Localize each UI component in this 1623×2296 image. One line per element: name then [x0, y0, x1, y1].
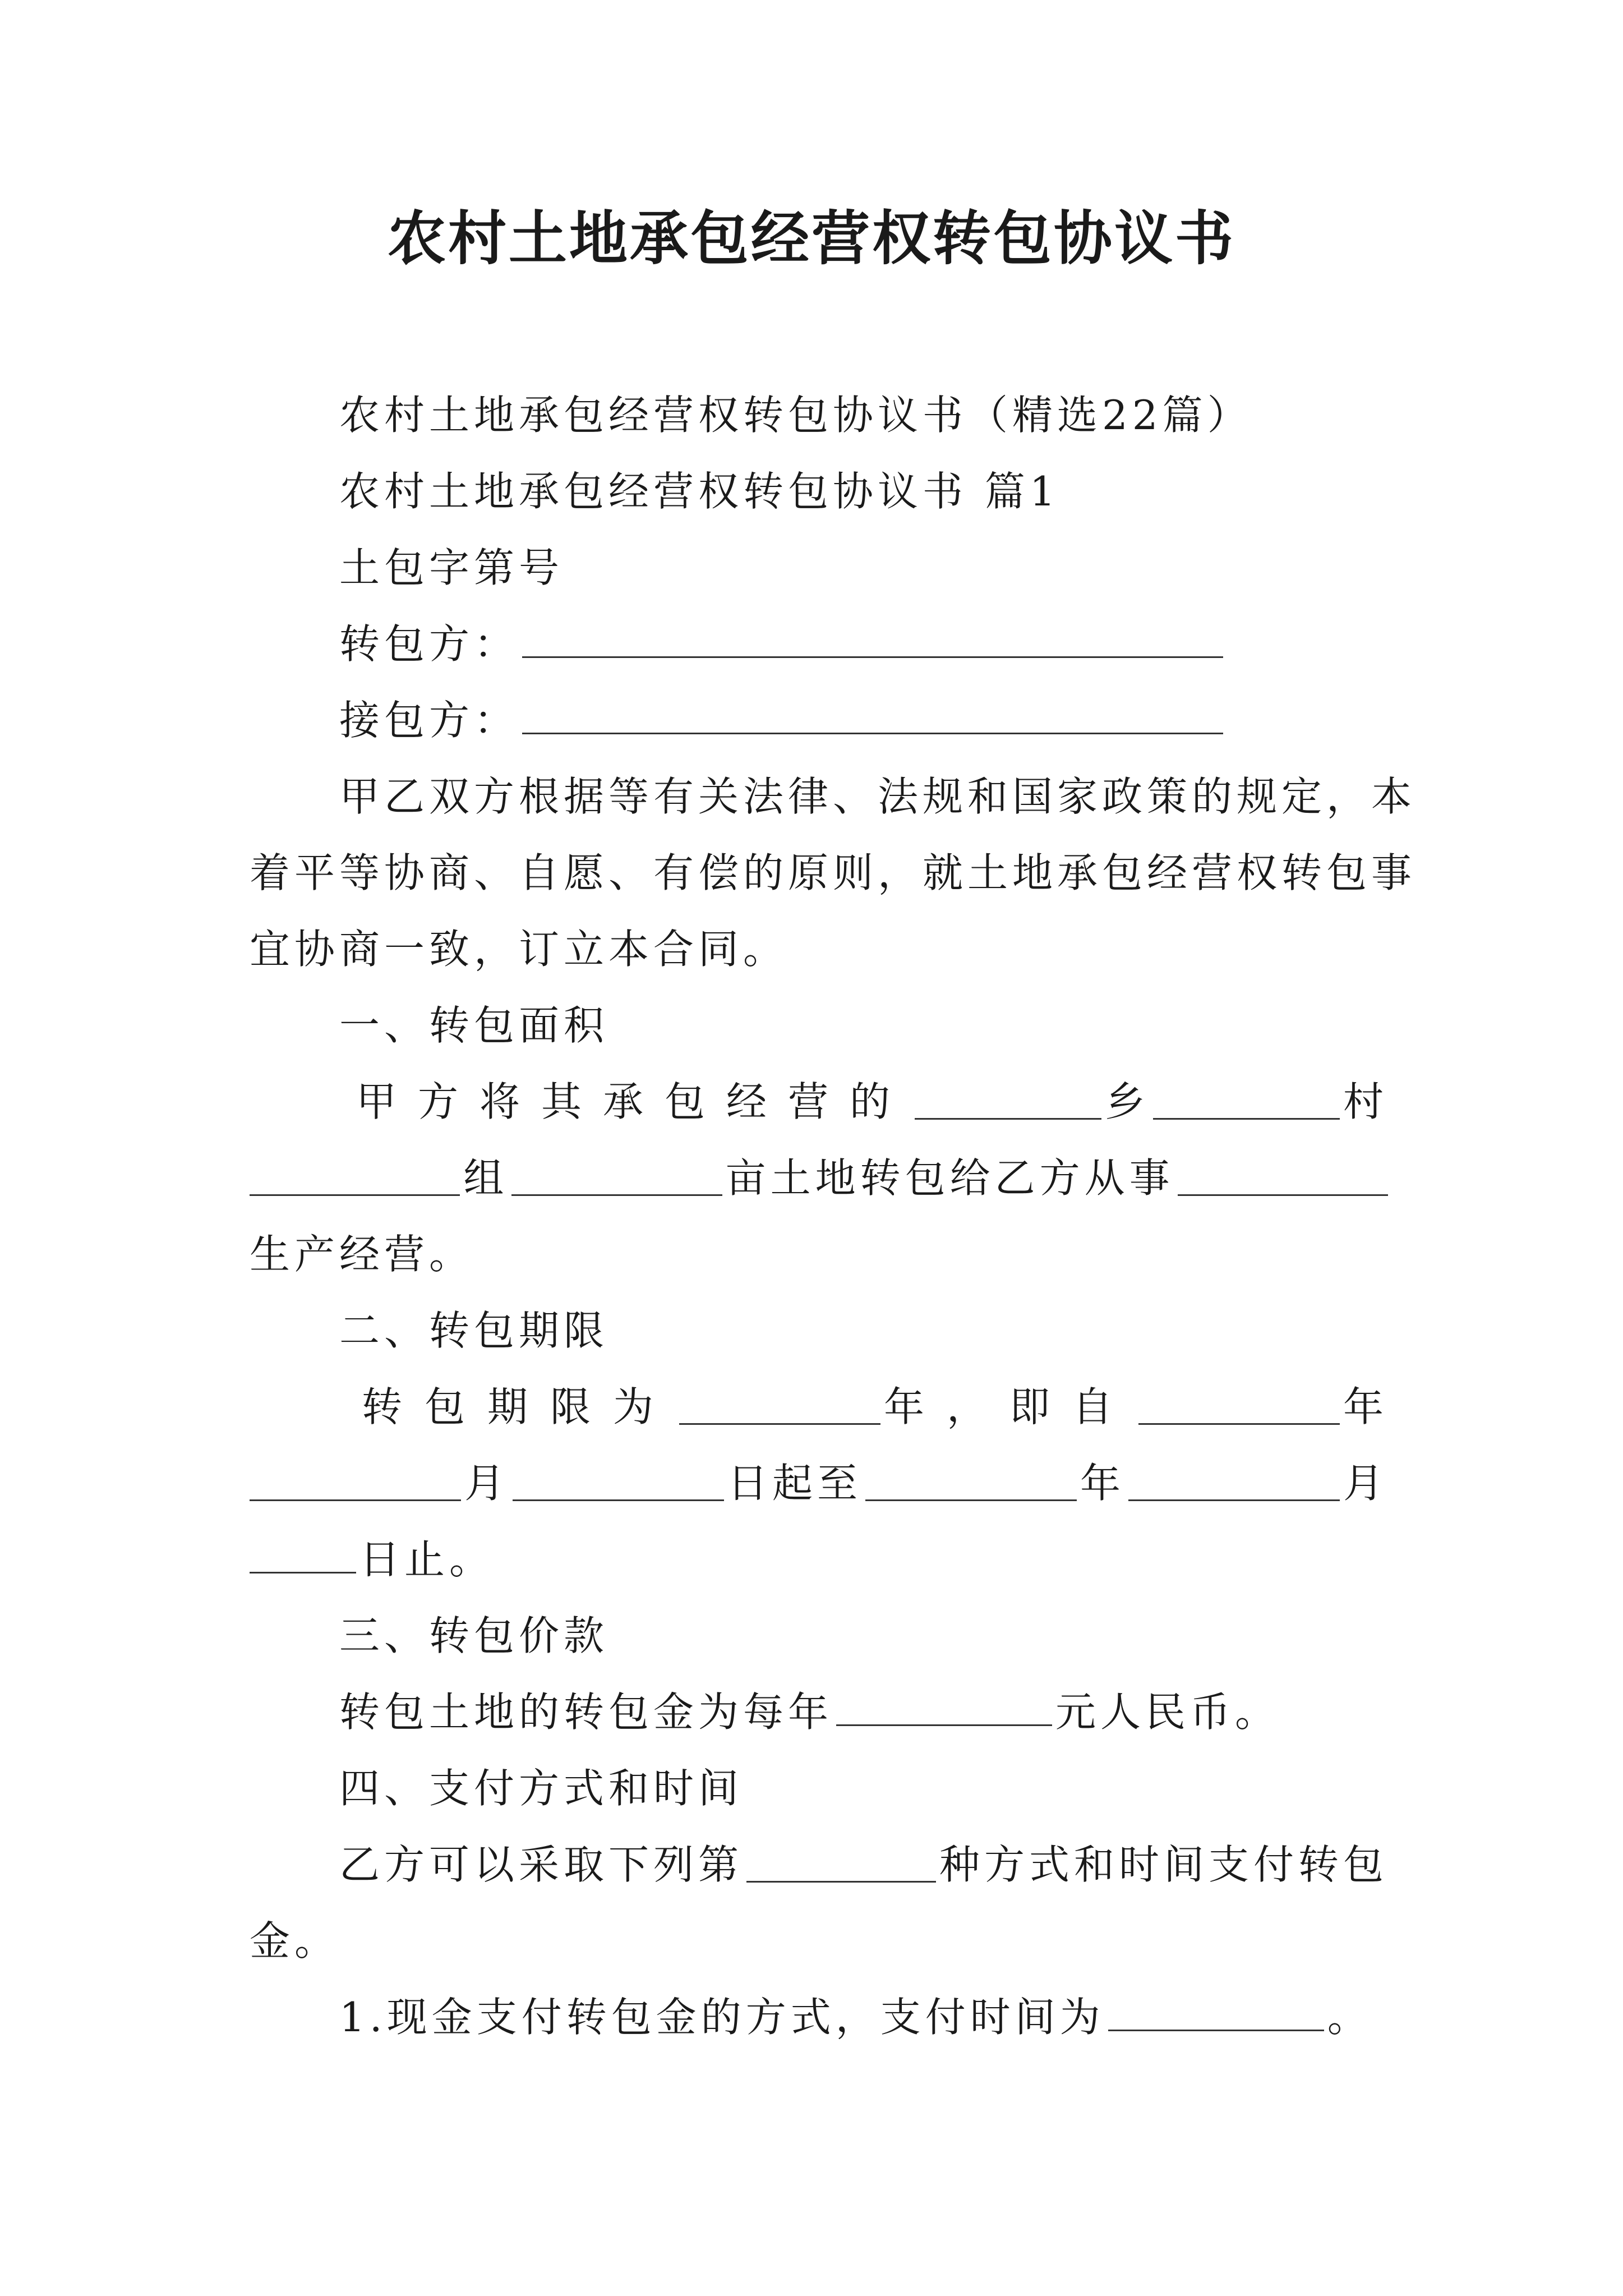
acre-text: 亩土地转包给乙方从事 — [725, 1154, 1174, 1202]
year-label: 年 — [1343, 1383, 1388, 1430]
term-line-1 — [250, 1373, 1388, 1441]
payment-line-2: 金。 — [250, 1917, 340, 1964]
clause-heading-area: 一、转包面积 — [339, 1002, 609, 1049]
area-line-1 — [250, 1068, 1388, 1135]
period-mark: 。 — [1327, 1994, 1372, 2041]
end-day-blank — [250, 1538, 356, 1573]
clause-heading-term: 二、转包期限 — [339, 1307, 609, 1354]
transferee-line — [250, 687, 1478, 754]
group-label: 组 — [463, 1154, 509, 1202]
term-from-text: 年，即自 — [883, 1383, 1135, 1430]
transferor-label: 转包方： — [339, 620, 519, 668]
term-text: 转包期限为 — [362, 1383, 676, 1430]
price-line — [250, 1678, 1478, 1746]
payment-method-blank — [746, 1847, 936, 1883]
years-blank — [679, 1389, 880, 1425]
payment-text: 乙方可以采取下列第 — [339, 1841, 744, 1888]
end-day-text: 日止。 — [359, 1536, 495, 1583]
township-label: 乡 — [1104, 1078, 1150, 1125]
payment-text-2: 种方式和时间支付转包 — [939, 1841, 1388, 1888]
acre-blank — [511, 1161, 722, 1196]
payment-time-blank — [1108, 1996, 1324, 2031]
transferor-blank — [522, 623, 1223, 658]
start-day-blank — [513, 1466, 724, 1501]
cash-payment-line — [250, 1984, 1478, 2051]
start-month-blank — [250, 1466, 461, 1501]
village-blank — [1153, 1084, 1340, 1120]
day-until-text: 日起至 — [727, 1460, 862, 1507]
start-year-blank — [1138, 1389, 1340, 1425]
end-year-label: 年 — [1080, 1460, 1125, 1507]
document-title: 农村土地承包经营权转包协议书 — [387, 204, 1235, 273]
transferee-label: 接包方： — [339, 697, 519, 744]
term-line-3 — [250, 1526, 1388, 1593]
price-text: 转包土地的转包金为每年 — [339, 1688, 833, 1736]
end-month-label: 月 — [1343, 1460, 1388, 1507]
section-heading-line: 农村土地承包经营权转包协议书 篇1 — [339, 468, 1060, 515]
doc-number-line: 土包字第号 — [339, 544, 564, 591]
village-label: 村 — [1343, 1078, 1388, 1125]
paragraph-line: 着平等协商、自愿、有偿的原则，就土地承包经营权转包事 — [250, 849, 1417, 896]
month-label: 月 — [464, 1460, 509, 1507]
business-blank — [1178, 1161, 1388, 1196]
area-line-3: 生产经营。 — [250, 1231, 474, 1278]
subtitle-line: 农村土地承包经营权转包协议书（精选22篇） — [339, 392, 1252, 439]
transferee-blank — [522, 699, 1223, 734]
clause-heading-price: 三、转包价款 — [339, 1612, 609, 1659]
township-blank — [915, 1084, 1101, 1120]
transferor-line — [250, 610, 1478, 678]
area-text: 甲方将其承包经营的 — [356, 1078, 912, 1125]
payment-line-1 — [250, 1831, 1388, 1898]
cash-payment-text: 1.现金支付转包金的方式，支付时间为 — [339, 1994, 1105, 2041]
term-line-2 — [250, 1450, 1388, 1517]
paragraph-line: 宜协商一致，订立本合同。 — [250, 926, 789, 973]
price-unit-text: 元人民币。 — [1055, 1688, 1280, 1736]
area-line-2 — [250, 1144, 1388, 1212]
group-blank — [250, 1161, 460, 1196]
price-blank — [836, 1691, 1052, 1726]
clause-heading-payment: 四、支付方式和时间 — [339, 1765, 744, 1812]
end-month-blank — [1128, 1466, 1340, 1501]
end-year-blank — [865, 1466, 1077, 1501]
paragraph-line: 甲乙双方根据等有关法律、法规和国家政策的规定，本 — [339, 773, 1417, 820]
